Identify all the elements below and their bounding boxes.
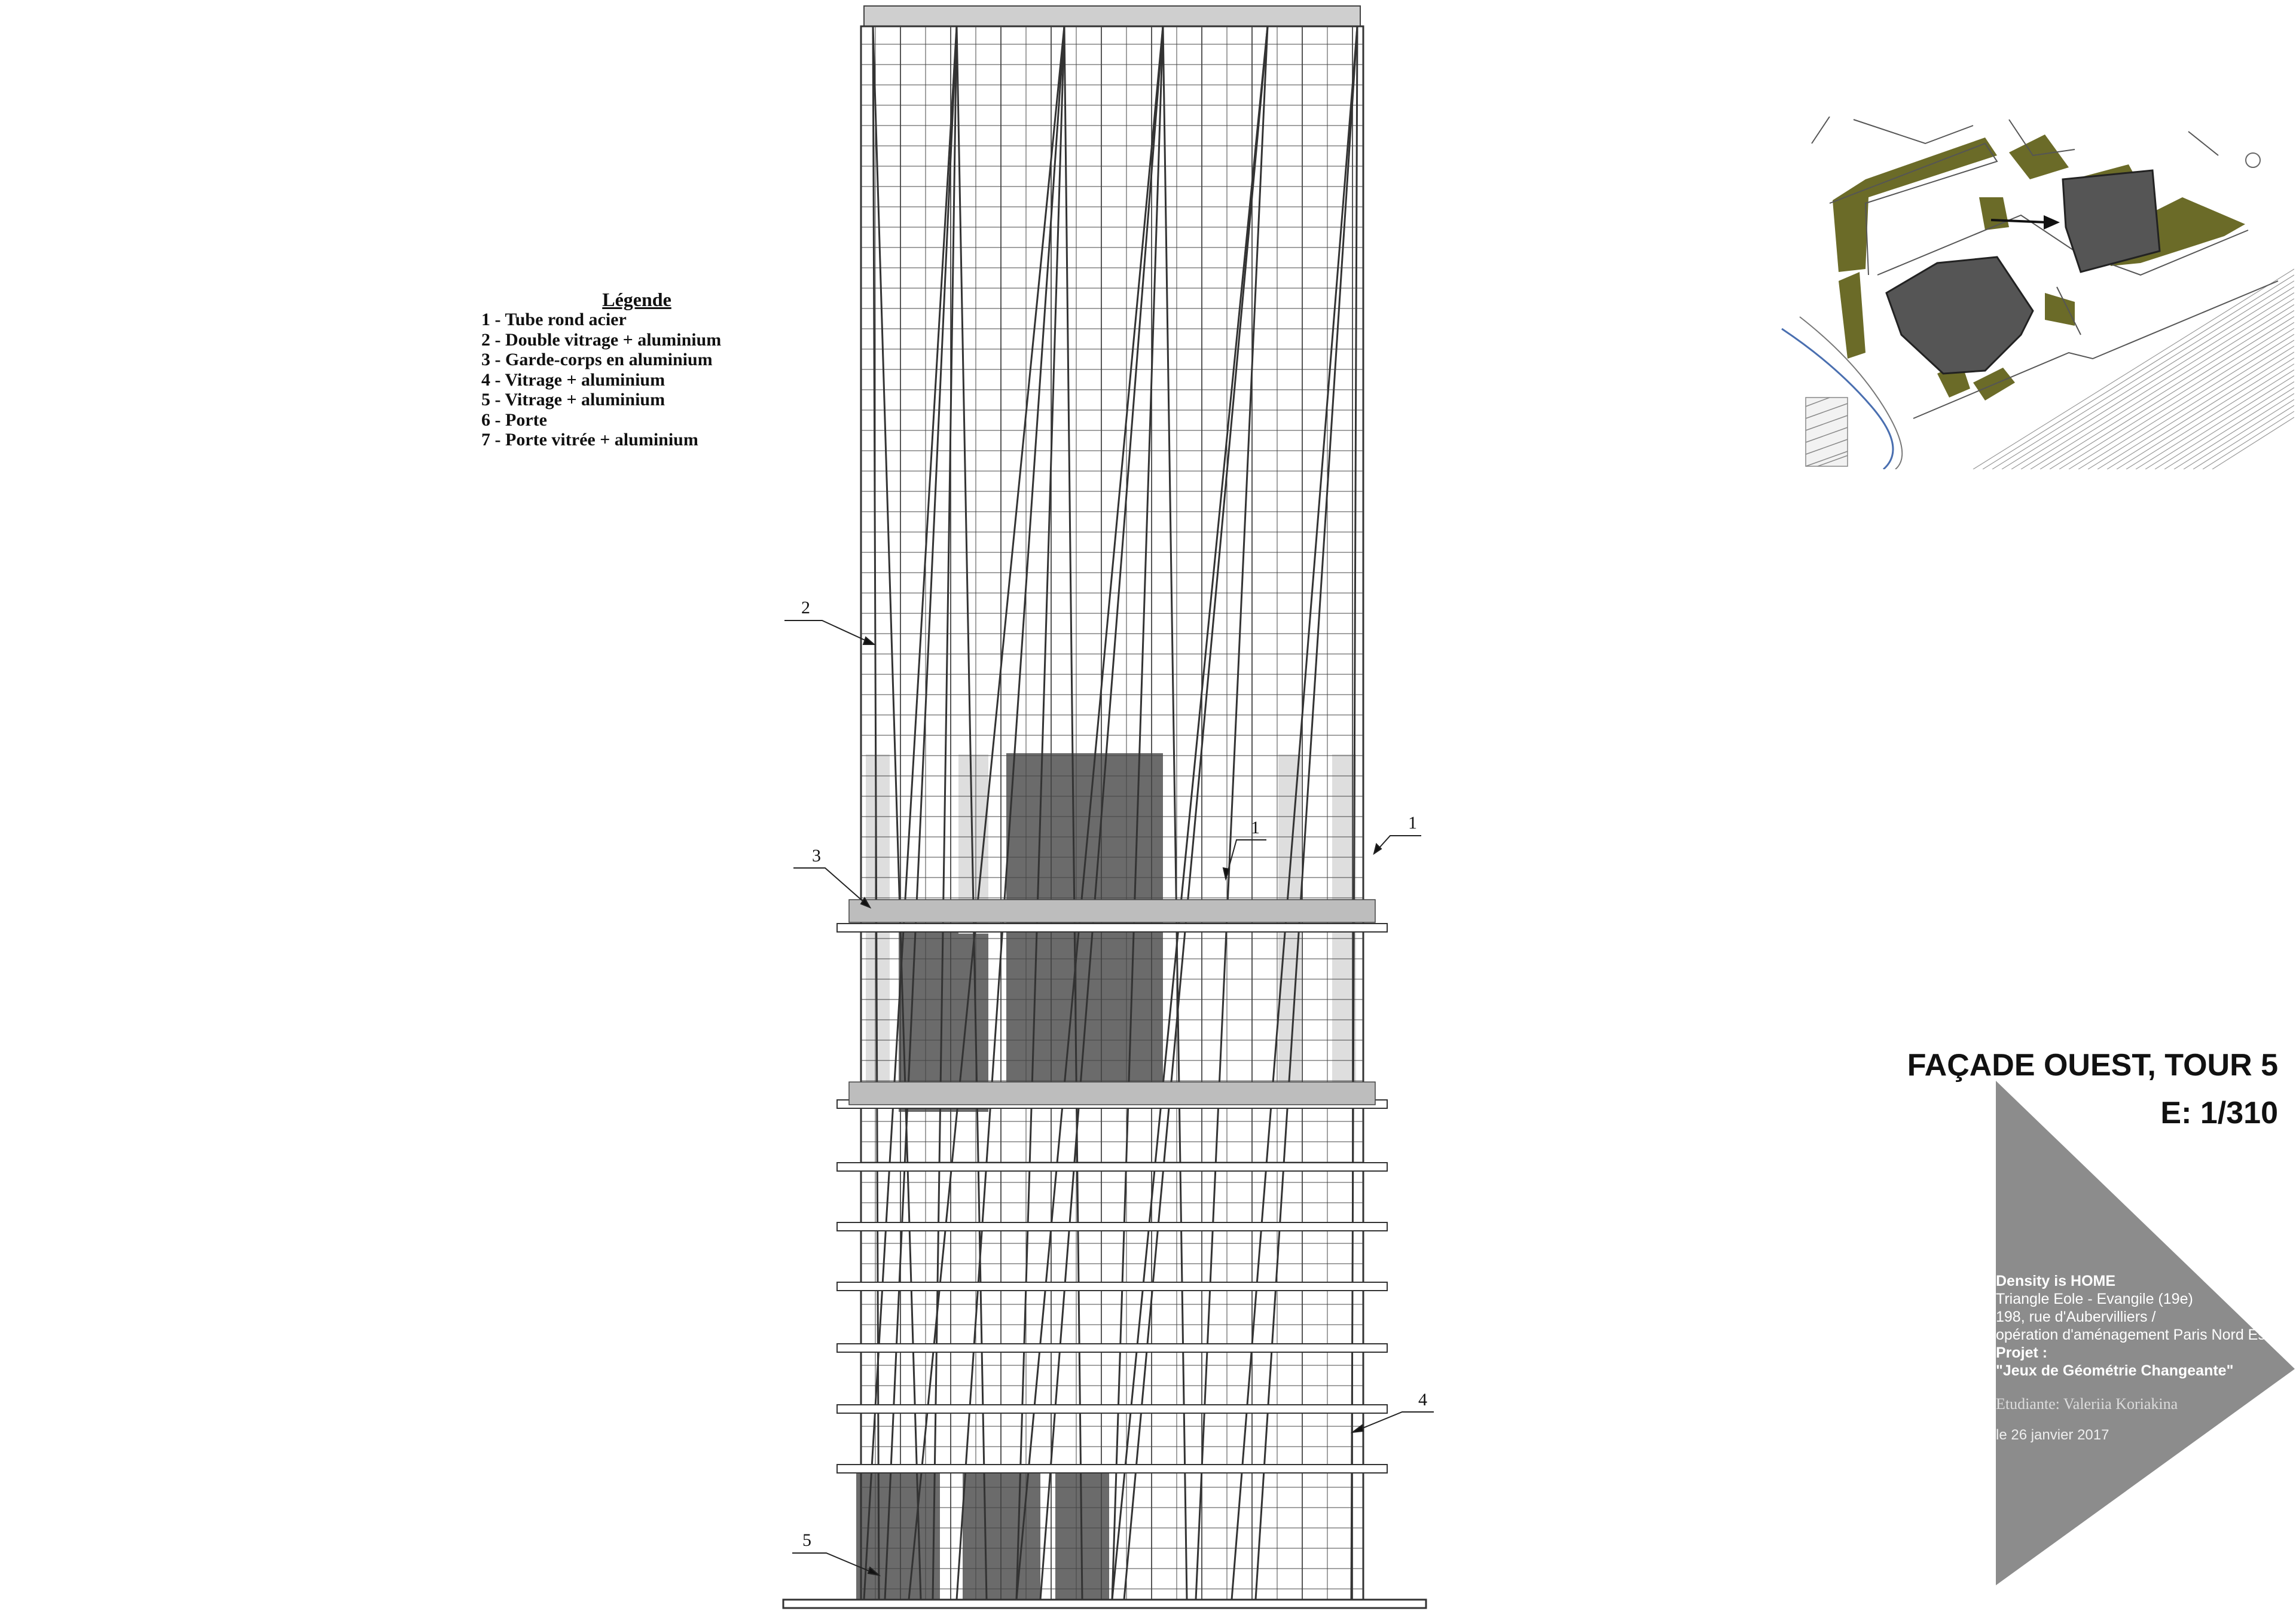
drawing-date: le 26 janvier 2017 <box>1996 1427 2109 1443</box>
steel-tube <box>933 26 957 1600</box>
drawing-title: FAÇADE OUEST, TOUR 5 <box>1907 1048 2278 1083</box>
railing-band <box>849 1082 1375 1105</box>
title-block <box>1996 1272 2270 1444</box>
leader-1a <box>1226 840 1266 879</box>
floor-slab <box>837 924 1387 932</box>
floor-slab <box>837 1282 1387 1291</box>
steel-tube <box>1196 26 1268 1600</box>
railing-band <box>849 900 1375 922</box>
floor-slab <box>837 1405 1387 1413</box>
leader-1b <box>1374 836 1421 854</box>
floor-slab <box>837 1344 1387 1352</box>
legend-item: 3 - Garde-corps en aluminium <box>481 350 713 369</box>
ground-line <box>783 1600 1426 1608</box>
legend <box>481 289 792 450</box>
steel-tube <box>1163 26 1187 1600</box>
site-plan <box>1779 117 2294 469</box>
roof-parapet <box>864 6 1360 26</box>
site-operation: opération d'aménagement Paris Nord Est <box>1996 1326 2270 1343</box>
projet-label: Projet : <box>1996 1344 2048 1361</box>
callout-4: 4 <box>1418 1390 1427 1410</box>
tower-elevation <box>783 6 1426 1608</box>
legend-item: 1 - Tube rond acier <box>481 310 627 329</box>
legend-item: 4 - Vitrage + aluminium <box>481 369 665 390</box>
project-name: Density is HOME <box>1996 1273 2116 1289</box>
parking-hatch <box>1806 398 1848 466</box>
callout-3: 3 <box>812 846 821 866</box>
legend-title: Légende <box>602 289 671 310</box>
callout-1-outer: 1 <box>1408 813 1417 833</box>
callout-1-inner: 1 <box>1251 818 1260 837</box>
legend-item: 2 - Double vitrage + aluminium <box>481 329 722 350</box>
floor-slab <box>837 1465 1387 1473</box>
legend-item: 7 - Porte vitrée + aluminium <box>481 430 698 450</box>
callout-5: 5 <box>802 1530 811 1550</box>
student-name: Etudiante: Valeriia Koriakina <box>1996 1395 2178 1413</box>
arrow-head-2 <box>863 637 874 644</box>
steel-tube <box>885 26 957 1600</box>
projet-name: "Jeux de Géométrie Changeante" <box>1996 1362 2234 1379</box>
callout-2: 2 <box>801 598 810 618</box>
drawing-scale: E: 1/310 <box>2160 1096 2278 1130</box>
leader-4 <box>1352 1412 1434 1432</box>
legend-item: 5 - Vitrage + aluminium <box>481 390 665 409</box>
site-address: 198, rue d'Aubervilliers / <box>1996 1309 2156 1325</box>
legend-item: 6 - Porte <box>481 409 547 430</box>
floor-slab <box>837 1163 1387 1171</box>
site-name: Triangle Eole - Evangile (19e) <box>1996 1291 2193 1307</box>
arrow-head-1b <box>1374 844 1381 854</box>
floor-slab <box>837 1222 1387 1231</box>
